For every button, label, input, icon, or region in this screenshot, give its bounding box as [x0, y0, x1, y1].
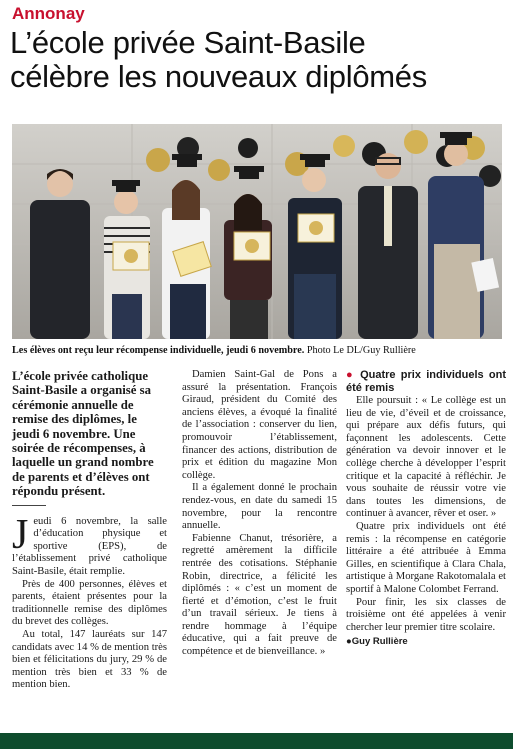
paragraph-7: Elle poursuit : « Le collège est un lieu de vie, d’éveil et de croissance, qui prépare aux défis futurs, qui façonnent les adolescents. Cette génération va devoir innover et le collège cherche à développer l’esprit critique et la capacité à réfléchir. Je vous souhaite de réussir votre vie dans toutes les dimensions, de continuer à avancer, rêver et oser. » — [346, 395, 506, 520]
paragraph-1 — [12, 511, 167, 579]
paragraph-1-text: eudi 6 novembre, la salle d’éducation physique et sportive (EPS), de l’établissement privé catholique Saint-Basile, était remplie. — [12, 515, 167, 578]
caption-text: Les élèves ont reçu leur récompense individuelle, jeudi 6 novembre. — [12, 345, 305, 356]
headline-line-1: L’école privée Saint-Basile — [10, 25, 366, 60]
headline-line-2: célèbre les nouveaux diplômés — [10, 59, 427, 94]
paragraph-6: Fabienne Chanut, trésorière, a regretté amèrement la difficile rentrée des cotisations. Stéphanie Robin, directrice, a félicité les diplômés : « c’est un moment de fierté et d’émotion, c’est le fruit d’un travail sérieux. Je tiens à rendre hommage à l’équipe éducative, qui a fait preuve de compétence et de bienveillance. » — [182, 532, 337, 658]
article-photo — [12, 124, 502, 339]
paragraph-9: Pour finir, les six classes de troisième ont été appelées à venir chercher leur premier titre scolaire. — [346, 596, 506, 633]
article-column-2 — [182, 369, 337, 659]
intertitle — [346, 369, 506, 395]
article-column-3 — [346, 369, 506, 649]
intertitle-text: Quatre prix individuels ont été remis — [346, 369, 506, 394]
article-column-1 — [12, 369, 167, 692]
signature-bullet-icon: ● — [346, 636, 352, 648]
photo-credit: Photo Le DL/Guy Rullière — [306, 345, 416, 356]
paragraph-3: Au total, 147 lauréats sur 147 candidats avec 14 % de mention très bien et félicitations du jury, 29 % de mention très bien et 33 % de mention bien. — [12, 629, 167, 691]
paragraph-8: Quatre prix individuels ont été remis : la récompense en catégorie littéraire a été attribuée à Emma Gilles, en scientifique à Clara Chala, artistique à Morgane Rakotomalala et sportif à Malone Colombet Ferrand. — [346, 520, 506, 595]
paragraph-5: Il a également donné le prochain rendez-vous, en date du samedi 15 novembre, pour la rencontre annuelle. — [182, 482, 337, 532]
article-lede: L’école privée catholique Saint-Basile a organisé sa cérémonie annuelle de remise des diplômes, le jeudi 6 novembre. Une soirée de récompenses, à laquelle un grand nombre de parents et d’élèves ont répondu présent. — [12, 369, 154, 499]
section-kicker: Annonay — [12, 4, 85, 23]
paragraph-2: Près de 400 personnes, élèves et parents, étaient présentes pour la traditionnelle remise des diplômes du brevet des collèges. — [12, 578, 167, 628]
author-signature — [346, 636, 506, 649]
paragraph-4: Damien Saint-Gal de Pons a assuré la présentation. François Giraud, président du Comité des anciens élèves, a évoqué la finalité de l’association : conserver du lien, promouvoir l’établissement, financer des actions, distribution de prix et édition du magazine Mon collège. — [182, 369, 337, 481]
lede-separator — [12, 505, 46, 506]
footer-bar — [0, 733, 513, 749]
article-headline — [10, 26, 505, 94]
red-bullet-icon: ● — [346, 369, 355, 381]
ceremony-photo-illustration — [12, 124, 502, 339]
drop-cap: J — [12, 511, 29, 558]
signature-text: Guy Rullière — [351, 636, 408, 648]
photo-caption — [12, 344, 504, 357]
